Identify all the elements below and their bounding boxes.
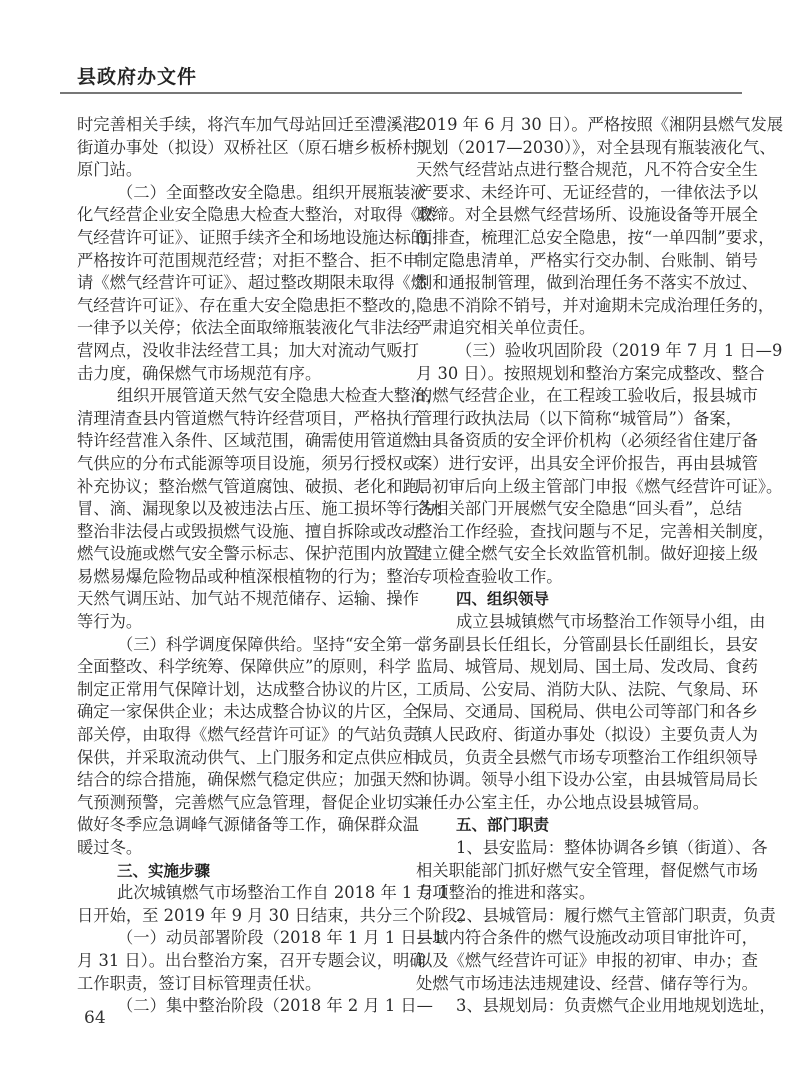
text-line: 时完善相关手续，将汽车加气母站回迁至澧溪港 <box>77 115 419 134</box>
text-line: 面排查，梳理汇总安全隐患，按“一单四制”要求， <box>416 227 775 247</box>
text-line: 建立健全燃气安全长效监管机制。做好迎接上级 <box>416 544 758 564</box>
text-line: （二）集中整治阶段（2018 年 2 月 1 日— <box>117 996 433 1016</box>
text-line: 管理行政执法局（以下简称“城管局”）备案， <box>416 408 742 428</box>
text-line: 月 31 日）。出台整治方案，召开专题会议，明确 <box>77 950 426 970</box>
text-line: 击力度，确保燃气市场规范有序。 <box>77 363 322 383</box>
text-line: 监局、城管局、规划局、国土局、发改局、食药 <box>416 657 758 677</box>
text-line: 2、县城管局：履行燃气主管部门职责，负责 <box>456 905 776 925</box>
text-line: 全面整改、科学统筹、保障供应”的原则，科学 <box>77 657 411 677</box>
text-line: 化气经营企业安全隐患大检查大整治，对取得《燃 <box>77 205 436 225</box>
text-line: 和协调。领导小组下设办公室，由县城管局局长 <box>416 770 758 790</box>
text-line: 气经营许可证》、证照手续齐全和场地设施达标的， <box>77 227 444 247</box>
text-line: （一）动员部署阶段（2018 年 1 月 1 日—1 <box>117 928 444 948</box>
text-line: 以及《燃气经营许可证》申报的初审、申办；查 <box>416 950 758 970</box>
text-line: 2019 年 6 月 30 日）。严格按照《湘阴县燃气发展 <box>416 115 784 134</box>
section-heading: 三、实施步骤 <box>117 861 211 880</box>
text-line: 组织开展管道天然气安全隐患大检查大整治， <box>117 386 443 406</box>
text-line: 清理清查县内管道燃气特许经营项目，严格执行 <box>77 408 419 428</box>
section-header: 县政府办文件 <box>77 66 198 88</box>
text-line: 工质局、公安局、消防大队、法院、气象局、环 <box>416 679 758 699</box>
text-line: 3、县规划局：负责燃气企业用地规划选址， <box>456 996 776 1016</box>
text-line: 补充协议；整治燃气管道腐蚀、破损、老化和跑、 <box>77 476 436 496</box>
text-line: 严肃追究相关单位责任。 <box>416 318 596 338</box>
text-line: 营网点，没收非法经营工具；加大对流动气贩打 <box>77 340 419 360</box>
text-line: 结合的综合措施，确保燃气稳定供应；加强天然 <box>77 770 419 790</box>
text-line: 整治非法侵占或毁损燃气设施、擅自拆除或改动 <box>77 521 419 541</box>
text-line: 气供应的分布式能源等项目设施，须另行授权或 <box>77 453 419 473</box>
text-line: 确定一家保供企业；未达成整合协议的片区，全 <box>77 702 419 722</box>
text-line: 天然气调压站、加气站不规范储存、运输、操作 <box>77 589 419 609</box>
text-line: 一律予以关停；依法全面取缔瓶装液化气非法经 <box>77 318 419 338</box>
text-line: 等行为。 <box>77 612 143 632</box>
text-line: 制定正常用气保障计划，达成整合协议的片区， <box>77 679 419 699</box>
text-line: 常务副县长任组长，分管副县长任副组长，县安 <box>416 634 758 654</box>
text-line: 日开始，至 2019 年 9 月 30 日结束，共分三个阶段。 <box>77 905 474 925</box>
text-line: 成立县城镇燃气市场整治工作领导小组，由 <box>456 612 766 632</box>
text-line: 请《燃气经营许可证》、超过整改期限未取得《燃 <box>77 273 428 293</box>
text-line: 隐患不消除不销号，并对逾期未完成治理任务的， <box>416 295 775 315</box>
text-line: 局初审后向上级主管部门申报《燃气经营许可证》。 <box>416 476 783 496</box>
text-line: （三）科学调度保障供给。坚持“安全第一、 <box>117 634 435 654</box>
left-column <box>77 114 474 1018</box>
text-line: 此次城镇燃气市场整治工作自 2018 年 1 月 1 <box>117 883 450 903</box>
text-line: 成员，负责全县燃气市场专项整治工作组织领导 <box>416 747 758 767</box>
text-line: 做好冬季应急调峰气源储备等工作，确保群众温 <box>77 815 419 835</box>
section-heading: 四、组织领导 <box>456 590 550 609</box>
right-column <box>416 114 784 1018</box>
text-line: 案）进行安评，出具安全评价报告，再由县城管 <box>416 453 758 473</box>
text-line: （二）全面整改安全隐患。组织开展瓶装液 <box>117 182 427 202</box>
text-line: 保供，并采取流动供气、上门服务和定点供应相 <box>77 747 419 767</box>
text-line: 严格按许可范围规范经营；对拒不整合、拒不申 <box>77 250 419 270</box>
text-line: 气预测预警，完善燃气应急管理，督促企业切实 <box>77 792 419 812</box>
text-line: 燃气设施或燃气安全警示标志、保护范围内放置 <box>77 544 419 564</box>
text-line: 特许经营准入条件、区域范围，确需使用管道燃 <box>77 431 419 451</box>
text-line: 工作职责，签订目标管理责任状。 <box>77 973 322 993</box>
text-line: 暖过冬。 <box>77 838 143 857</box>
text-line: 各相关部门开展燃气安全隐患“回头看”，总结 <box>416 499 742 519</box>
text-line: 规划（2017—2030）》，对全县现有瓶装液化气、 <box>416 137 776 157</box>
text-line: 由具备资质的安全评价机构（必须经省住建厅备 <box>416 431 758 451</box>
text-line: 专项检查验收工作。 <box>416 566 563 586</box>
text-line: 的燃气经营企业，在工程竣工验收后，报县城市 <box>416 386 758 406</box>
text-line: 制和通报制管理，做到治理任务不落实不放过、 <box>416 273 758 293</box>
text-line: 街道办事处（拟设）双桥社区（原石塘乡板桥村） <box>77 137 436 157</box>
text-line: 县域内符合条件的燃气设施改动项目审批许可， <box>416 928 758 948</box>
text-line: 兼任办公室主任，办公地点设县城管局。 <box>416 792 710 812</box>
text-line: 取缔。对全县燃气经营场所、设施设备等开展全 <box>416 205 758 225</box>
text-line: 专项整治的推进和落实。 <box>416 883 596 903</box>
text-line: （三）验收巩固阶段（2019 年 7 月 1 日—9 <box>456 340 783 360</box>
text-line: 冒、滴、漏现象以及被违法占压、施工损坏等行为； <box>77 499 452 519</box>
text-line: 整治工作经验，查找问题与不足，完善相关制度， <box>416 521 775 541</box>
text-line: 产要求、未经许可、无证经营的，一律依法予以 <box>416 182 758 202</box>
section-heading: 五、部门职责 <box>456 816 550 835</box>
text-line: 保局、交通局、国税局、供电公司等部门和各乡 <box>416 702 758 722</box>
text-line: 天然气经营站点进行整合规范，凡不符合安全生 <box>416 160 758 180</box>
text-line: 镇人民政府、街道办事处（拟设）主要负责人为 <box>416 725 758 745</box>
text-line: 气经营许可证》、存在重大安全隐患拒不整改的， <box>77 295 428 315</box>
text-line: 部关停，由取得《燃气经营许可证》的气站负责 <box>77 725 419 745</box>
header-divider <box>60 92 742 94</box>
text-line: 1、县安监局：整体协调各乡镇（街道）、各 <box>456 838 768 857</box>
text-line: 处燃气市场违法违规建设、经营、储存等行为。 <box>416 973 758 993</box>
page-number: 64 <box>84 1008 106 1028</box>
text-line: 相关职能部门抓好燃气安全管理，督促燃气市场 <box>416 860 758 880</box>
text-line: 易燃易爆危险物品或种植深根植物的行为；整治 <box>77 566 419 586</box>
text-line: 月 30 日）。按照规划和整治方案完成整改、整合 <box>416 363 765 383</box>
text-line: 制定隐患清单，严格实行交办制、台账制、销号 <box>416 250 758 270</box>
text-line: 原门站。 <box>77 160 143 180</box>
